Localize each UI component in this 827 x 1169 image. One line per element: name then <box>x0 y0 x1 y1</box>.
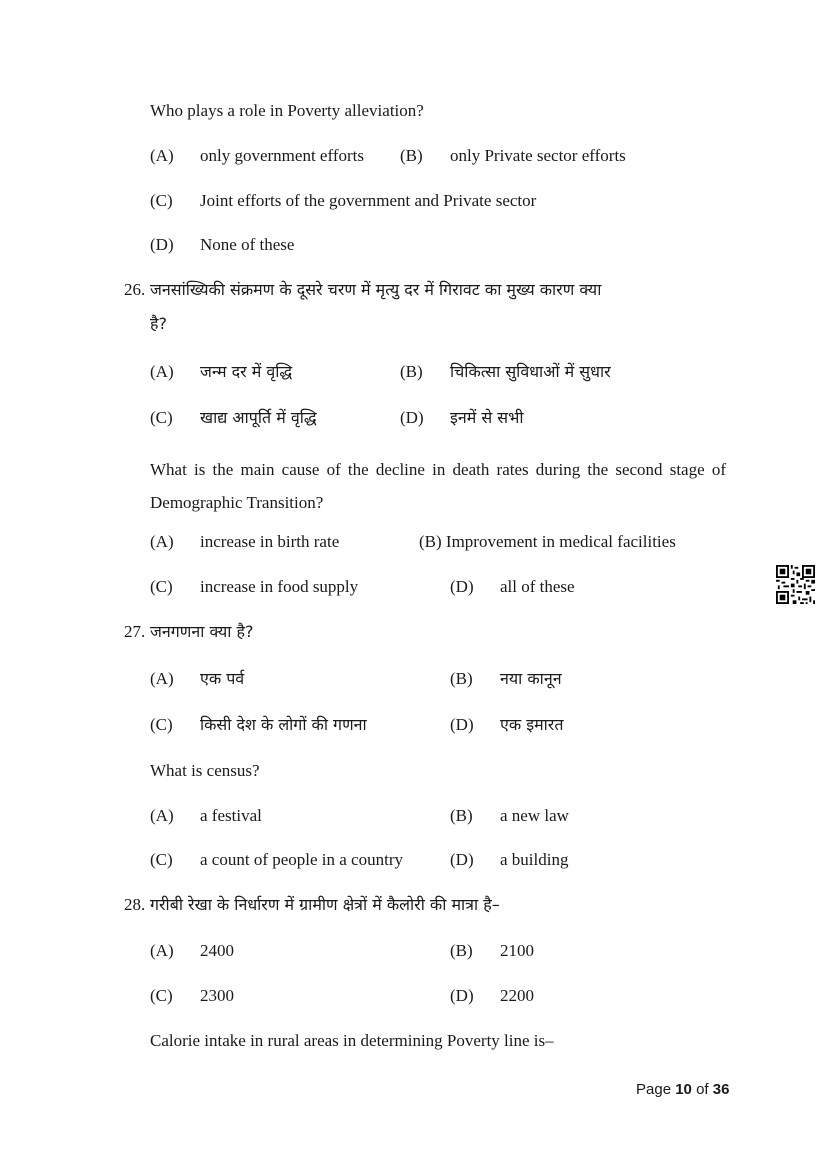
option-text: Improvement in medical facilities <box>445 532 676 551</box>
option-label: (A) <box>150 362 174 381</box>
option-label: (B) <box>450 669 473 688</box>
q26-option-hi-c <box>150 407 317 429</box>
option-text: None of these <box>200 235 295 254</box>
option-label: (C) <box>150 408 173 427</box>
q26-option-en-d <box>450 576 575 598</box>
option-label: (B) <box>400 362 423 381</box>
option-text: a festival <box>200 806 262 825</box>
option-text: a count of people in a country <box>200 850 403 869</box>
q27-option-en-b <box>450 805 569 827</box>
option-text: नया कानून <box>500 669 562 688</box>
q26-question-hi-line2: है? <box>150 314 167 333</box>
option-text: 2100 <box>500 941 534 960</box>
q27-option-hi-a <box>150 668 244 690</box>
q28-option-a <box>150 940 234 962</box>
q27-option-en-a <box>150 805 262 827</box>
option-label: (C) <box>150 715 173 734</box>
option-label: (A) <box>150 669 174 688</box>
q28-question-en: Calorie intake in rural areas in determining Poverty line is– <box>150 1031 554 1050</box>
q25-option-b <box>400 145 626 167</box>
q25-option-c <box>150 190 536 212</box>
option-label: (C) <box>150 577 173 596</box>
q26-question-en: What is the main cause of the decline in death rates during the second stage of Demographic Transition? <box>150 460 726 512</box>
option-text: increase in birth rate <box>200 532 340 551</box>
q25-option-a <box>150 145 364 167</box>
option-label: (A) <box>150 806 174 825</box>
q27-option-hi-d <box>450 714 563 736</box>
option-label: (D) <box>400 408 424 427</box>
q27-option-hi-c <box>150 714 367 736</box>
option-text: increase in food supply <box>200 577 359 596</box>
q28-option-d <box>450 985 534 1007</box>
qr-code-icon <box>776 565 815 604</box>
q26-option-en-c <box>150 576 358 598</box>
option-text: only government efforts <box>200 146 364 165</box>
option-text: किसी देश के लोगों की गणना <box>200 715 367 734</box>
option-text: Joint efforts of the government and Private sector <box>200 191 537 210</box>
q27-option-en-d <box>450 849 568 871</box>
q26-option-en-a <box>150 531 339 553</box>
page-word: Page <box>636 1081 672 1098</box>
q26-option-hi-a <box>150 361 292 383</box>
option-label: (D) <box>450 986 474 1005</box>
option-text: a building <box>500 850 569 869</box>
page-total: 36 <box>712 1081 730 1098</box>
option-label: (D) <box>450 715 474 734</box>
q26-option-en-b <box>419 531 676 553</box>
option-text: एक इमारत <box>500 715 564 734</box>
option-label: (A) <box>150 941 174 960</box>
option-text: only Private sector efforts <box>450 146 626 165</box>
q26-question-hi-line1: जनसांख्यिकी संक्रमण के दूसरे चरण में मृत्यु दर में गिरावट का मुख्य कारण क्या <box>150 280 602 299</box>
option-text: 2300 <box>200 986 234 1005</box>
option-label: (C) <box>150 191 173 210</box>
option-text: एक पर्व <box>200 669 245 688</box>
q28-question-hi: गरीबी रेखा के निर्धारण में ग्रामीण क्षेत्रों में कैलोरी की मात्रा है– <box>150 895 500 914</box>
q25-question-en: Who plays a role in Poverty alleviation? <box>150 101 424 120</box>
q26-option-hi-d <box>400 407 524 429</box>
option-text: जन्म दर में वृद्धि <box>200 362 293 381</box>
option-label: (B) <box>400 146 423 165</box>
q25-option-d <box>150 234 294 256</box>
option-text: all of these <box>500 577 575 596</box>
option-label: (A) <box>150 532 174 551</box>
of-word: of <box>696 1081 709 1098</box>
q28-option-c <box>150 985 234 1007</box>
option-text: a new law <box>500 806 569 825</box>
page-footer <box>636 1080 729 1100</box>
q26-number: 26. <box>124 280 146 299</box>
q27-number: 27. <box>124 622 146 641</box>
q27-question-hi: जनगणना क्या है? <box>150 622 254 641</box>
option-text: चिकित्सा सुविधाओं में सुधार <box>450 362 611 381</box>
option-label: (C) <box>150 850 173 869</box>
option-label: (D) <box>450 577 474 596</box>
option-text: 2400 <box>200 941 234 960</box>
q28-number: 28. <box>124 895 146 914</box>
page-current: 10 <box>675 1081 692 1098</box>
option-text: इनमें से सभी <box>450 408 524 427</box>
option-label: (B) <box>450 941 473 960</box>
q27-question-en: What is census? <box>150 761 260 780</box>
option-label: (B) <box>419 532 442 551</box>
option-text: 2200 <box>500 986 534 1005</box>
q28-option-b <box>450 940 534 962</box>
q27-option-hi-b <box>450 668 562 690</box>
q27-option-en-c <box>150 849 403 871</box>
option-label: (D) <box>450 850 474 869</box>
option-label: (D) <box>150 235 174 254</box>
option-text: खाद्य आपूर्ति में वृद्धि <box>200 408 317 427</box>
option-label: (C) <box>150 986 173 1005</box>
q26-option-hi-b <box>400 361 611 383</box>
option-label: (A) <box>150 146 174 165</box>
option-label: (B) <box>450 806 473 825</box>
